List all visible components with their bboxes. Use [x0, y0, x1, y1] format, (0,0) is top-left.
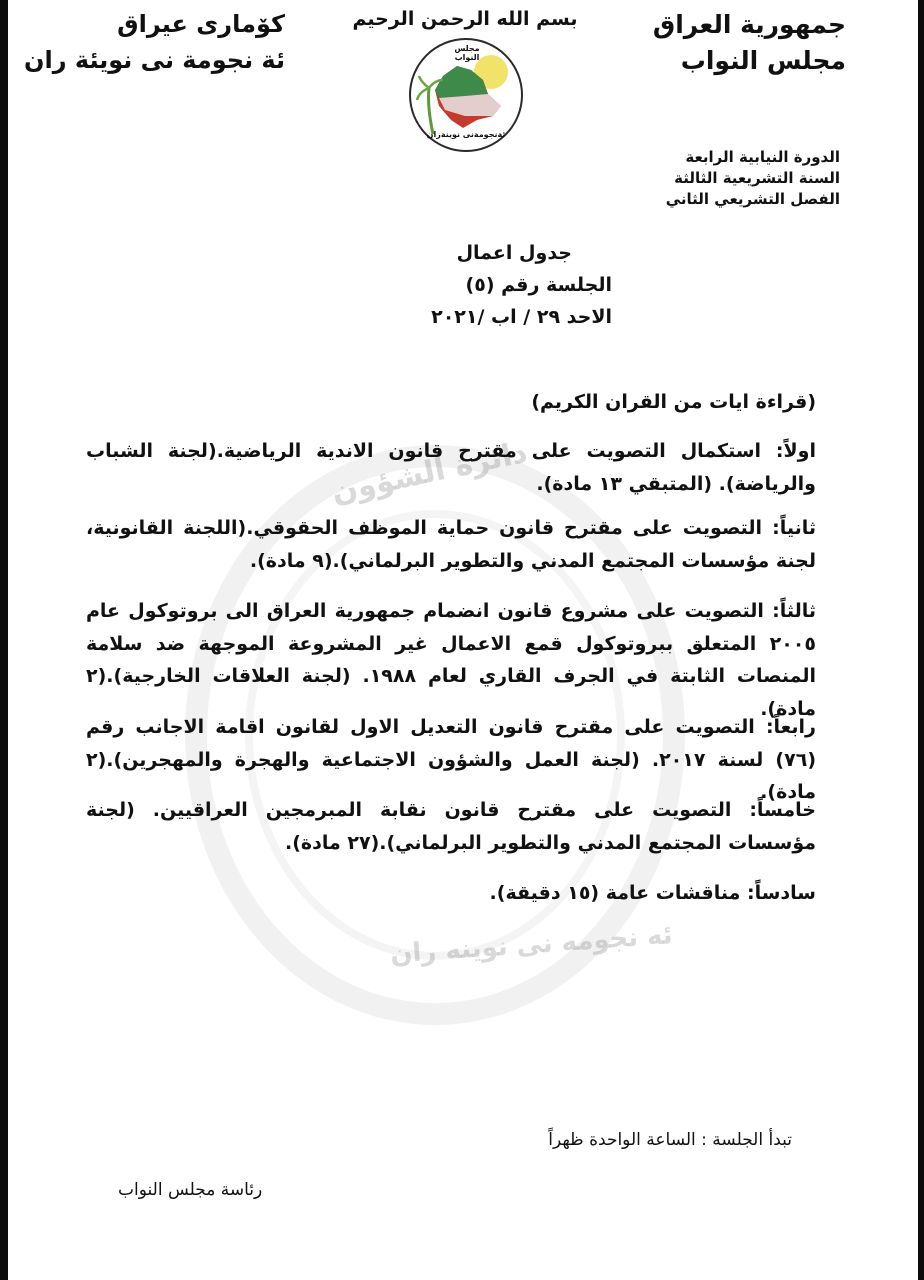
- session-term: الدورة النيابية الرابعة: [685, 148, 840, 166]
- agenda-item-6: سادساً: مناقشات عامة (١٥ دقيقة).: [489, 882, 816, 904]
- basmala: بسم الله الرحمن الرحيم: [352, 8, 578, 30]
- agenda-item-5: خامساً: التصويت على مقترح قانون نقابة المبرمجين العراقيين. (لجنة مؤسسات المجتمع المدني والتطوير البرلماني).(٢٧ مادة).: [86, 799, 816, 854]
- agenda-heading: جدول اعمال: [456, 242, 572, 264]
- logo-text-bottom: ئةنجومةنى نوينةران: [426, 130, 506, 139]
- watermark-text: دائرة الشؤون: [328, 434, 531, 511]
- session-number: الجلسة رقم (٥): [465, 274, 612, 296]
- session-info: [580, 147, 840, 210]
- opening-quran: (قراءة ايات من القران الكريم): [531, 391, 816, 413]
- council-title: مجلس النواب: [680, 46, 846, 75]
- agenda-title: [312, 237, 612, 333]
- kurdish-council-title: ئة نجومة نى نويئة ران: [24, 46, 285, 74]
- republic-title: جمهورية العراق: [652, 10, 846, 39]
- logo-text-top: مجلس النواب: [454, 44, 480, 62]
- agenda-item-4: رابعاً: التصويت على مقترح قانون التعديل الاول لقانون اقامة الاجانب رقم (٧٦) لسنة ٢٠١٧. (لجنة العمل والشؤون الاجتماعية والهجرة والمهجرين).(٢ مادة).: [86, 716, 816, 803]
- session-start-time: تبدأ الجلسة : الساعة الواحدة ظهراً: [548, 1130, 792, 1150]
- stamp-text: ئه نجومه نى نوينه ران: [389, 920, 674, 970]
- signature: رئاسة مجلس النواب: [118, 1180, 263, 1200]
- session-chapter: الفصل التشريعي الثاني: [665, 190, 840, 208]
- agenda-item-1: اولاً: استكمال التصويت على مقترح قانون الاندية الرياضية.(لجنة الشباب والرياضة). (المتبقي ١٣ مادة).: [86, 440, 816, 495]
- session-date: الاحد ٢٩ / اب /٢٠٢١: [431, 306, 612, 328]
- session-year: السنة التشريعية الثالثة: [674, 169, 840, 187]
- page-border-left: [0, 0, 8, 1280]
- kurdish-republic-title: كۆمارى عيراق: [117, 10, 285, 38]
- agenda-item-2: ثانياً: التصويت على مقترح قانون حماية الموظف الحقوقي.(اللجنة القانونية، لجنة مؤسسات المجتمع المدني والتطوير البرلماني).(٩ مادة).: [86, 517, 816, 572]
- agenda-item-3: ثالثاً: التصويت على مشروع قانون انضمام جمهورية العراق الى بروتوكول عام ٢٠٠٥ المتعلق ببروتوكول قمع الاعمال غير المشروعة الموجهة ضد سلامة المنصات الثابتة في الجرف القاري لعام ١٩٨٨. (لجنة العلاقات الخارجية).(٢ مادة).: [86, 600, 816, 720]
- parliament-logo: [405, 36, 527, 154]
- page-border-right: [918, 0, 924, 1280]
